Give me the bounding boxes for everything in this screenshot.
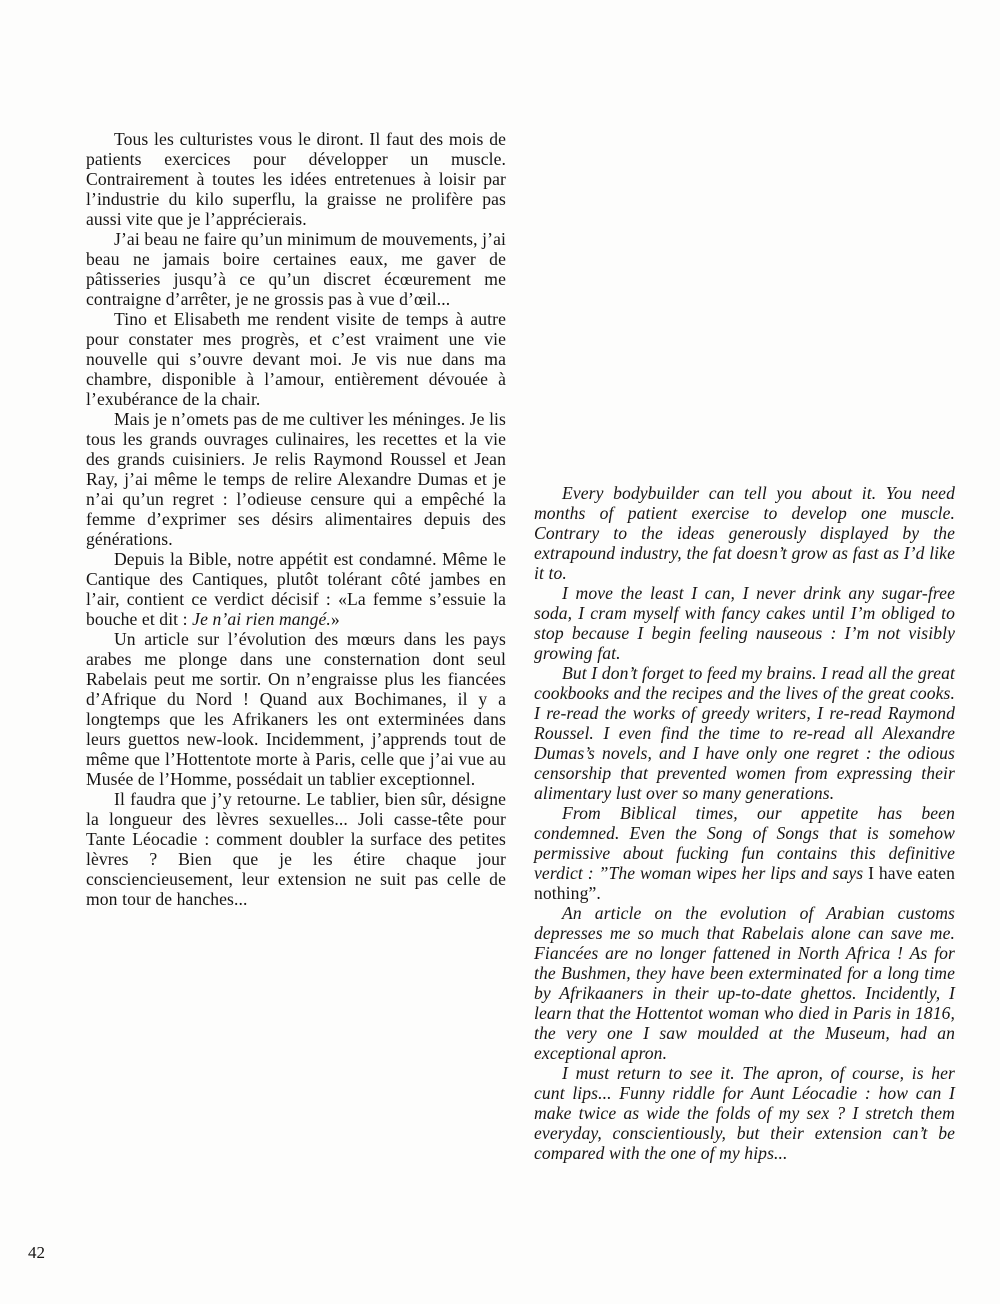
page-number: 42 [28, 1243, 45, 1262]
italic-text-run: I move the least I can, I never drink any sugar-free soda, I cram myself with fancy cakes until I’m obliged to stop because I begin feeling nauseous : I’m not visibly growing fat. [534, 583, 955, 663]
roman-text-run: Mais je n’omets pas de me cultiver les méninges. Je lis tous les grands ouvrages culinaires, les recettes et la vie des grands cuisiniers. Je relis Raymond Roussel et Jean Ray, j’ai même le temps de relire Alexandre Dumas et je n’ai qu’un regret : l’odieuse censure qui a empêché la femme d’exprimer ses désirs alimentaires depuis des générations. [86, 409, 506, 549]
roman-text-run: Il faudra que j’y retourne. Le tablier, bien sûr, désigne la longueur des lèvres sexuelles... Joli casse-tête pour Tante Léocadie : comment doubler la surface des petites lèvres ? Bien que je les étire chaque jour consciencieusement, leur extension ne suit pas celle de mon tour de hanches... [86, 789, 506, 909]
paragraph [86, 309, 506, 409]
roman-text-run: J’ai beau ne faire qu’un minimum de mouvements, j’ai beau ne jamais boire certaines eaux, me gaver de pâtisseries jusqu’à ce qu’un discret écœurement me contraigne d’arrêter, je ne grossis pas à vue d’œil... [86, 229, 506, 309]
paragraph [86, 549, 506, 629]
english-translation-column [534, 483, 955, 1163]
roman-text-run: Un article sur l’évolution des mœurs dans les pays arabes me plonge dans une consternation dont seul Rabelais peut me sortir. On n’engraisse plus les fiancées d’Afrique du Nord ! Quand aux Bochimanes, il y a longtemps que les Afrikaners les ont exterminées dans leurs guettos new-look. Incidemment, j’apprends tout de même que l’Hottentote morte à Paris, celle que j’ai vue au Musée de l’Homme, possédait un tablier exceptionnel. [86, 629, 506, 789]
italic-text-run: Every bodybuilder can tell you about it. You need months of patient exercise to develop one muscle. Contrary to the ideas generously displayed by the extrapound industry, the fat doesn’t grow as fast as I’d like it to. [534, 483, 955, 583]
paragraph [86, 629, 506, 789]
italic-text-run: I must return to see it. The apron, of course, is her cunt lips... Funny riddle for Aunt Léocadie : how can I make twice as wide the folds of my sex ? I stretch them everyday, conscientiously, but their extension can’t be compared with the one of my hips... [534, 1063, 955, 1163]
paragraph [86, 229, 506, 309]
paragraph [534, 483, 955, 583]
italic-text-run: Je n’ai rien mangé. [192, 609, 331, 629]
paragraph [86, 789, 506, 909]
paragraph [534, 583, 955, 663]
paragraph [534, 663, 955, 803]
italic-text-run: An article on the evolution of Arabian customs depresses me so much that Rabelais alone can save me. Fiancées are no longer fattened in North Africa ! As for the Bushmen, they have been exterminated for a long time by Afrikaaners in their up-to-date ghettos. Incidently, I learn that the Hottentot woman who died in Paris in 1816, the very one I saw moulded at the Museum, had an exceptional apron. [534, 903, 955, 1063]
paragraph [86, 409, 506, 549]
paragraph [86, 129, 506, 229]
italic-text-run: From Biblical times, our appetite has been condemned. Even the Song of Songs that is somehow permissive about fucking fun contains this definitive verdict : ”The woman wipes her lips and says [534, 803, 955, 883]
french-text-column [86, 129, 506, 909]
roman-text-run: Tino et Elisabeth me rendent visite de temps à autre pour constater mes progrès, et c’est vraiment une vie nouvelle qui s’ouvre devant moi. Je vis nue dans ma chambre, disponible à l’amour, entièrement dévouée à l’exubérance de la chair. [86, 309, 506, 409]
paragraph [534, 1063, 955, 1163]
roman-text-run: I have eaten nothing”. [534, 863, 955, 903]
italic-text-run: But I don’t forget to feed my brains. I read all the great cookbooks and the recipes and the lives of the great cooks. I re-read the works of greedy writers, I re-read Raymond Roussel. I even find the time to re-read all Alexandre Dumas’s novels, and I have only one regret : the odious censorship that prevented women from expressing their alimentary lust over so many generations. [534, 663, 955, 803]
roman-text-run: » [330, 609, 340, 629]
roman-text-run: Tous les culturistes vous le diront. Il faut des mois de patients exercices pour développer un muscle. Contrairement à toutes les idées entretenues à loisir par l’industrie du kilo superflu, la graisse ne prolifère pas aussi vite que je l’apprécierais. [86, 129, 506, 229]
paragraph [534, 803, 955, 903]
roman-text-run: Depuis la Bible, notre appétit est condamné. Même le Cantique des Cantiques, plutôt tolérant côté jambes en l’air, contient ce verdict décisif : «La femme s’essuie la bouche et dit : [86, 549, 506, 629]
paragraph [534, 903, 955, 1063]
